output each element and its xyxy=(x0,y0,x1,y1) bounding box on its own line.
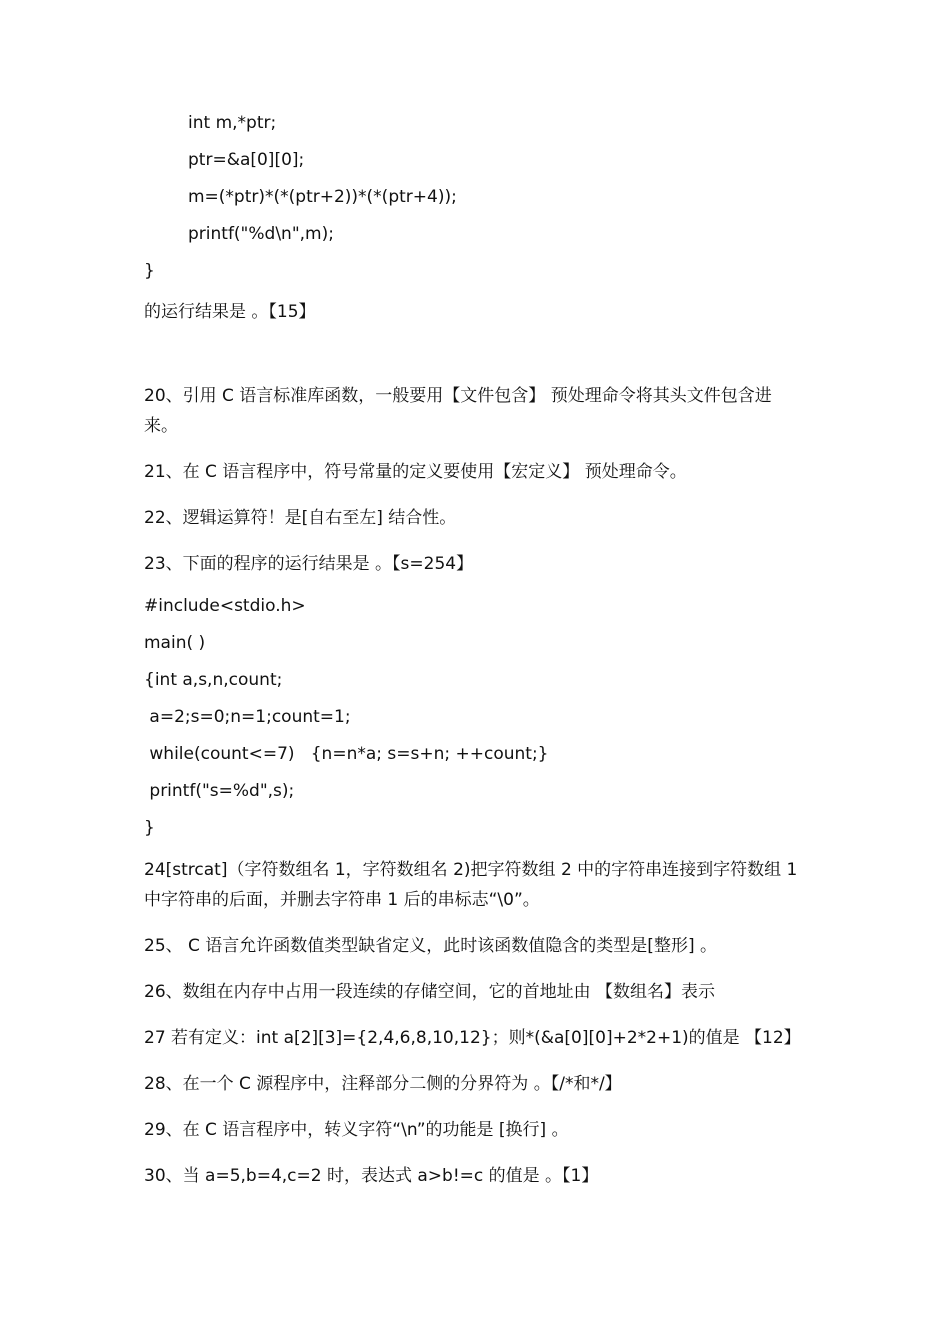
question-25: 25、 C 语言允许函数值类型缺省定义，此时该函数值隐含的类型是[整形] 。 xyxy=(144,936,717,956)
question-24: 24[strcat]（字符数组名 1，字符数组名 2)把字符数组 2 中的字符串连接到字符数组 1 中字符串的后面，并删去字符串 1 后的串标志“\0”。 xyxy=(144,860,798,910)
code-line: while(count<=7) {n=n*a; s=s+n; ++count;} xyxy=(144,744,549,764)
code-line: } xyxy=(144,261,155,281)
code-line: main( ) xyxy=(144,633,206,653)
question-23: 23、下面的程序的运行结果是 。【s=254】 xyxy=(144,554,474,574)
code-line: ptr=&a[0][0]; xyxy=(188,150,305,170)
question-22: 22、逻辑运算符！是[自右至左] 结合性。 xyxy=(144,508,457,528)
code-line: printf("s=%d",s); xyxy=(144,781,295,801)
code-line: #include<stdio.h> xyxy=(144,596,306,616)
question-29: 29、在 C 语言程序中，转义字符“\n”的功能是 [换行] 。 xyxy=(144,1120,569,1140)
code-line: } xyxy=(144,818,155,838)
question-20: 20、引用 C 语言标准库函数，一般要用【文件包含】 预处理命令将其头文件包含进来。 xyxy=(144,386,772,436)
question-30: 30、当 a=5,b=4,c=2 时，表达式 a>b!=c 的值是 。【1】 xyxy=(144,1166,599,1186)
code-line: printf("%d\n",m); xyxy=(188,224,334,244)
code-line: m=(*ptr)*(*(ptr+2))*(*(ptr+4)); xyxy=(188,187,457,207)
code-line: int m,*ptr; xyxy=(188,113,277,133)
code-line: a=2;s=0;n=1;count=1; xyxy=(144,707,351,727)
question-27: 27 若有定义：int a[2][3]={2,4,6,8,10,12}；则*(&a[0][0]+2*2+1)的值是 【12】 xyxy=(144,1028,801,1048)
question-28: 28、在一个 C 源程序中，注释部分二侧的分界符为 。【/*和*/】 xyxy=(144,1074,622,1094)
code-line: {int a,s,n,count; xyxy=(144,670,283,690)
question-26: 26、数组在内存中占用一段连续的存储空间，它的首地址由 【数组名】表示 xyxy=(144,982,716,1002)
question-19-answer: 的运行结果是 。【15】 xyxy=(144,302,316,322)
question-21: 21、在 C 语言程序中，符号常量的定义要使用【宏定义】 预处理命令。 xyxy=(144,462,687,482)
